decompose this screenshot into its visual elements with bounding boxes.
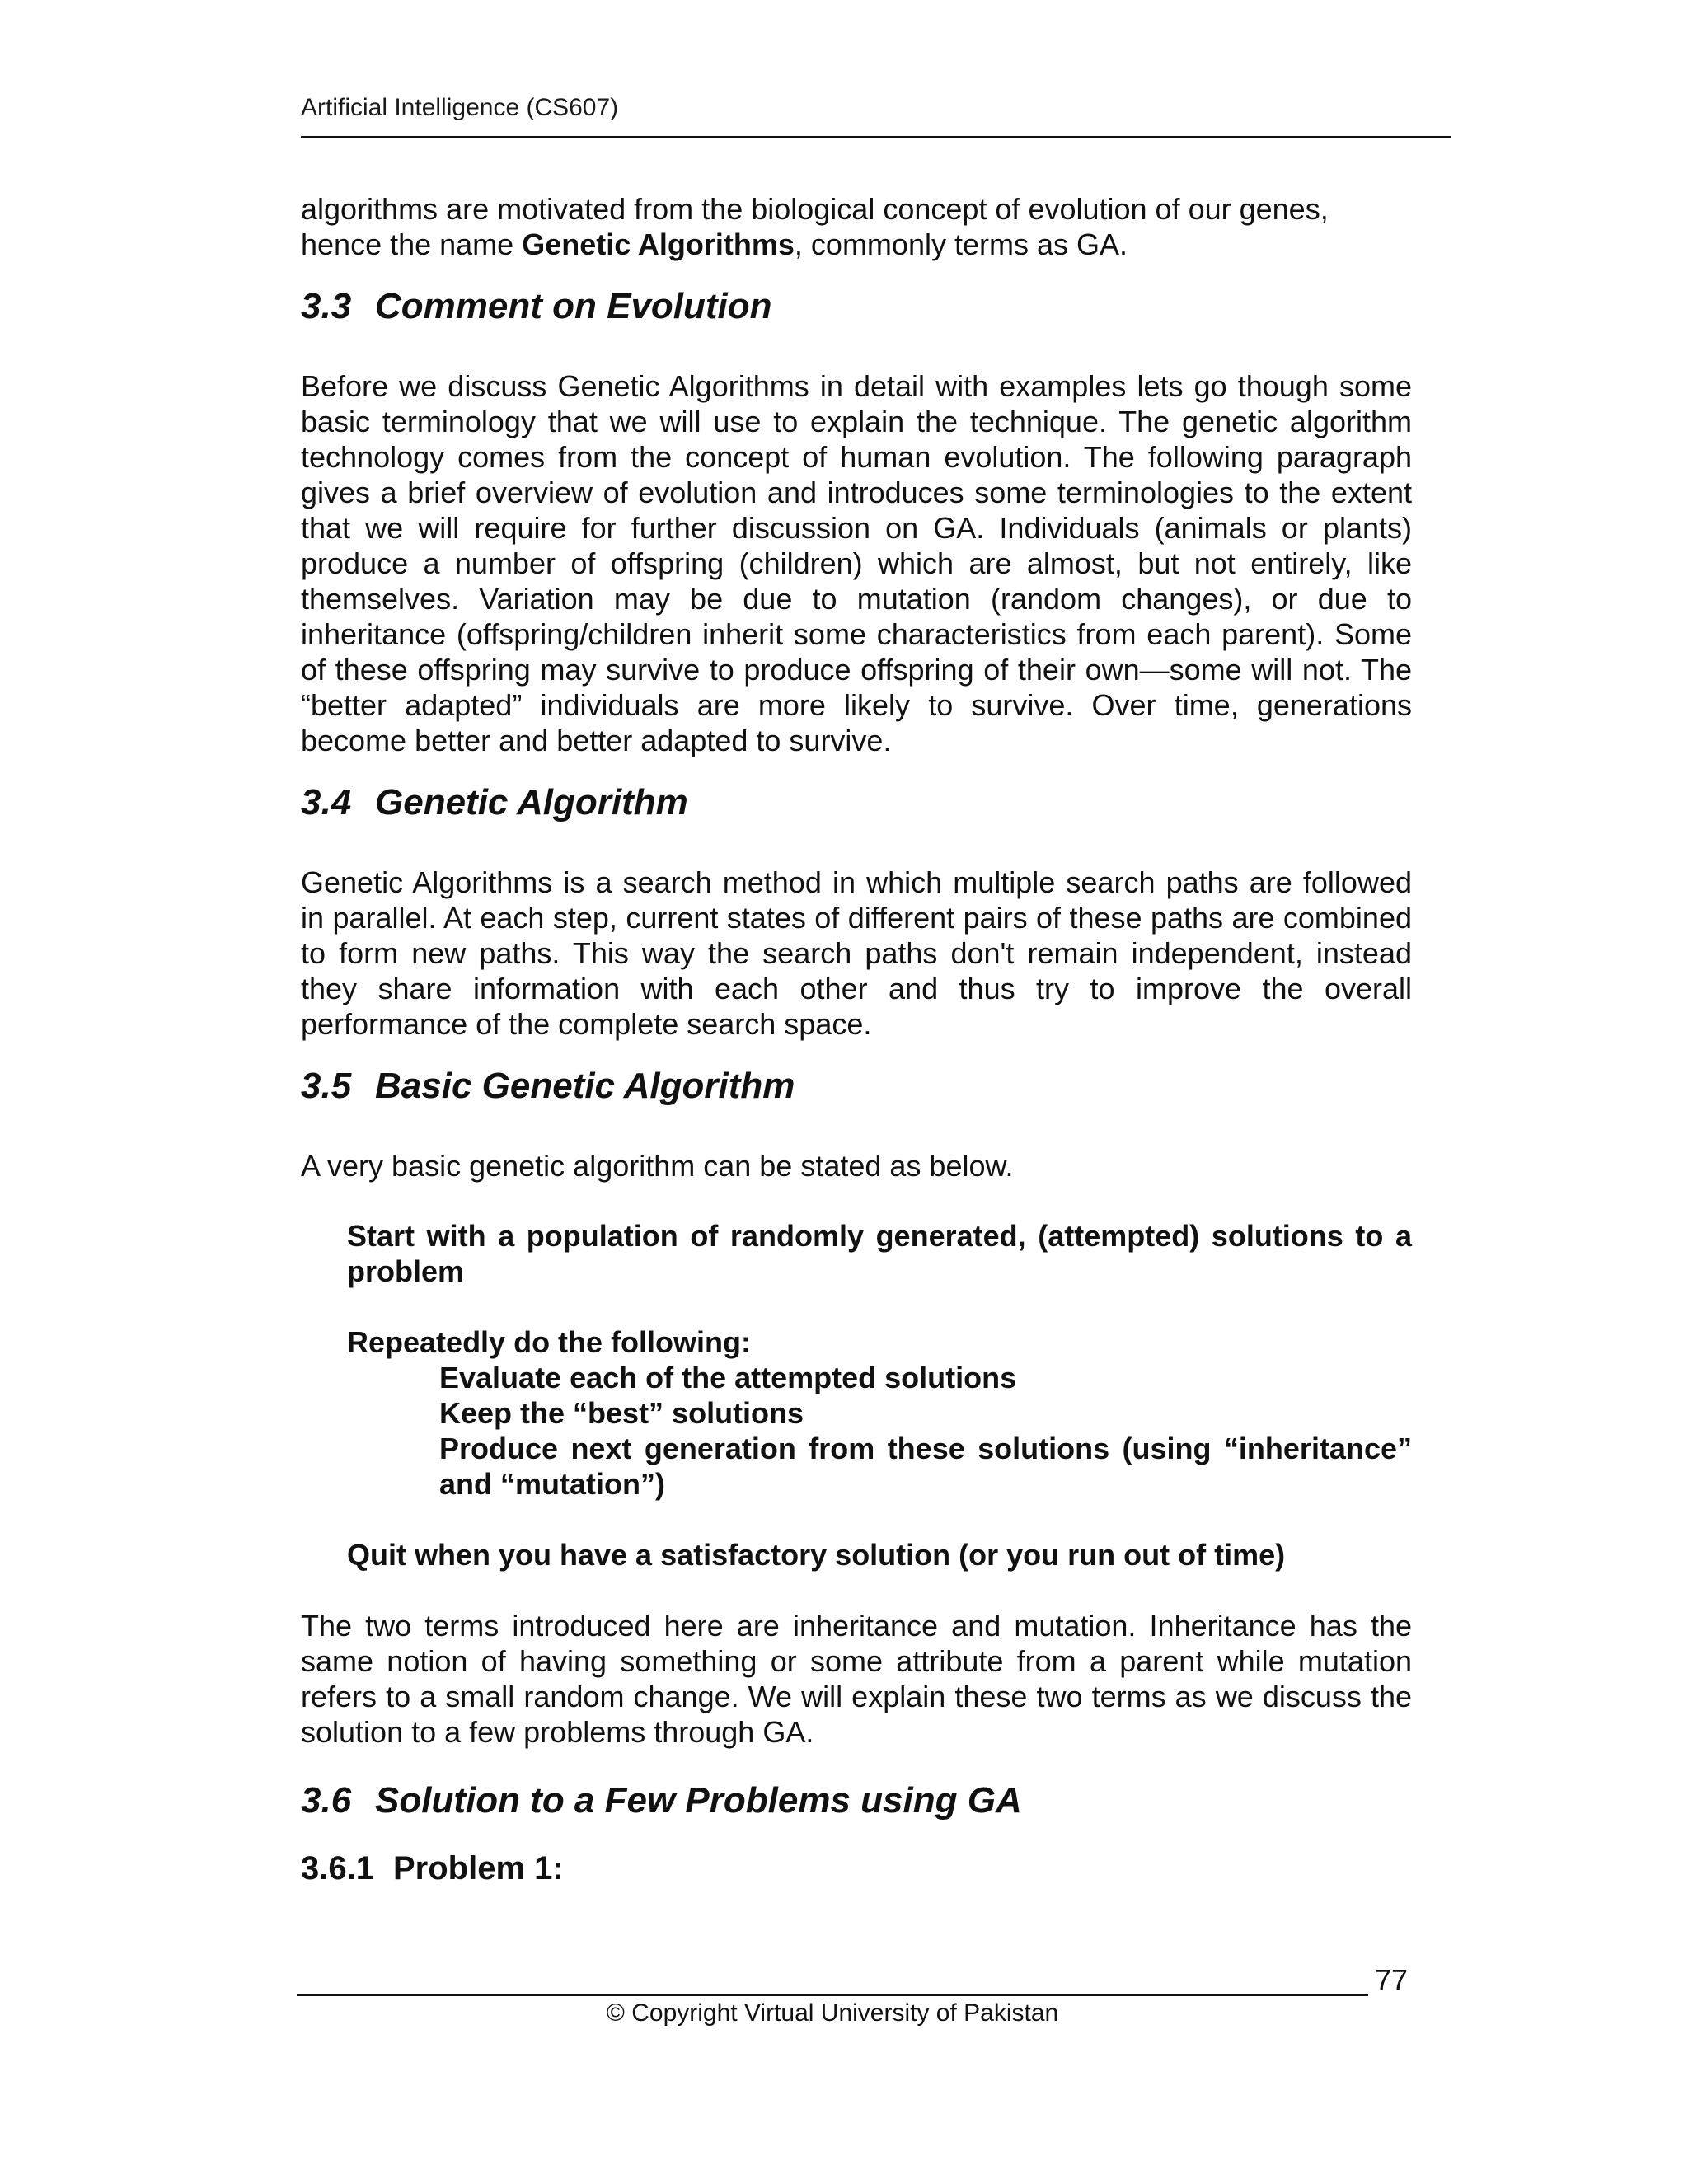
- algorithm-inner-step: Keep the “best” solutions: [439, 1396, 804, 1430]
- copyright-footer: © Copyright Virtual University of Pakistan: [606, 1999, 1059, 2027]
- algorithm-inner-steps: [439, 1360, 1412, 1502]
- section-3-3-body: Before we discuss Genetic Algorithms in detail with examples lets go though some basic terminology that we will use to explain the technique. The genetic algorithm technology comes from the concept of human evolution. The following paragraph gives a brief overview of evolution and introduces some terminologies to the extent that we will require for further discussion on GA. Individuals (animals or plants) produce a number of offspring (children) which are almost, but not entirely, like themselves. Variation may be due to mutation (random changes), or due to inheritance (offspring/children inherit some characteristics from each parent). Some of these offspring may survive to produce offspring of their own—some will not. The “better adapted” individuals are more likely to survive. Over time, generations become better and better adapted to survive.: [301, 369, 1412, 757]
- section-number: 3.4: [301, 782, 352, 823]
- section-number: 3.6: [301, 1780, 352, 1821]
- algorithm-inner-step: Evaluate each of the attempted solutions: [439, 1361, 1017, 1394]
- algorithm-start-step: Start with a population of randomly generated, (attempted) solutions to a problem: [347, 1219, 1412, 1288]
- intro-paragraph: [301, 191, 1412, 262]
- subsection-title: Problem 1:: [393, 1850, 564, 1886]
- algorithm-quit-step: Quit when you have a satisfactory solution (or you run out of time): [347, 1538, 1286, 1572]
- subsection-3-6-1-heading: [301, 1849, 1412, 1887]
- intro-term-genetic-algorithms: Genetic Algorithms: [522, 227, 795, 261]
- section-number: 3.3: [301, 286, 352, 326]
- footer-divider: [297, 1994, 1368, 1996]
- algorithm-inner-step: Produce next generation from these solutions (using “inheritance” and “mutation”): [439, 1432, 1412, 1501]
- section-title: Comment on Evolution: [375, 286, 772, 326]
- section-title: Genetic Algorithm: [375, 782, 688, 823]
- intro-line-1: algorithms are motivated from the biological concept of evolution of our genes,: [301, 192, 1329, 226]
- section-3-4-body: Genetic Algorithms is a search method in which multiple search paths are followed in parallel. At each step, current states of different pairs of these paths are combined to form new paths. This way the search paths don't remain independent, instead they share information with each other and thus try to improve the overall performance of the complete search space.: [301, 865, 1412, 1041]
- intro-line-2-end: , commonly terms as GA.: [794, 227, 1128, 261]
- header-divider: [301, 136, 1451, 138]
- intro-line-2-start: hence the name: [301, 227, 523, 261]
- section-3-6-heading: [301, 1780, 1412, 1821]
- section-3-4-heading: [301, 782, 1412, 823]
- section-title: Solution to a Few Problems using GA: [375, 1780, 1022, 1821]
- section-title: Basic Genetic Algorithm: [375, 1066, 795, 1106]
- subsection-number: 3.6.1: [301, 1850, 374, 1886]
- section-number: 3.5: [301, 1066, 352, 1106]
- page-number: 77: [1375, 1963, 1409, 1997]
- basic-algorithm-block: [347, 1218, 1412, 1572]
- running-header: Artificial Intelligence (CS607): [301, 94, 619, 121]
- section-3-3-heading: [301, 286, 1412, 327]
- section-3-5-intro: A very basic genetic algorithm can be stated as below.: [301, 1149, 1014, 1183]
- page-content: [301, 191, 1412, 1887]
- algorithm-repeat-step: Repeatedly do the following:: [347, 1325, 752, 1359]
- section-3-5-closing: The two terms introduced here are inheritance and mutation. Inheritance has the same notion of having something or some attribute from a parent while mutation refers to a small random change. We will explain these two terms as we discuss the solution to a few problems through GA.: [301, 1609, 1412, 1749]
- section-3-5-heading: [301, 1066, 1412, 1107]
